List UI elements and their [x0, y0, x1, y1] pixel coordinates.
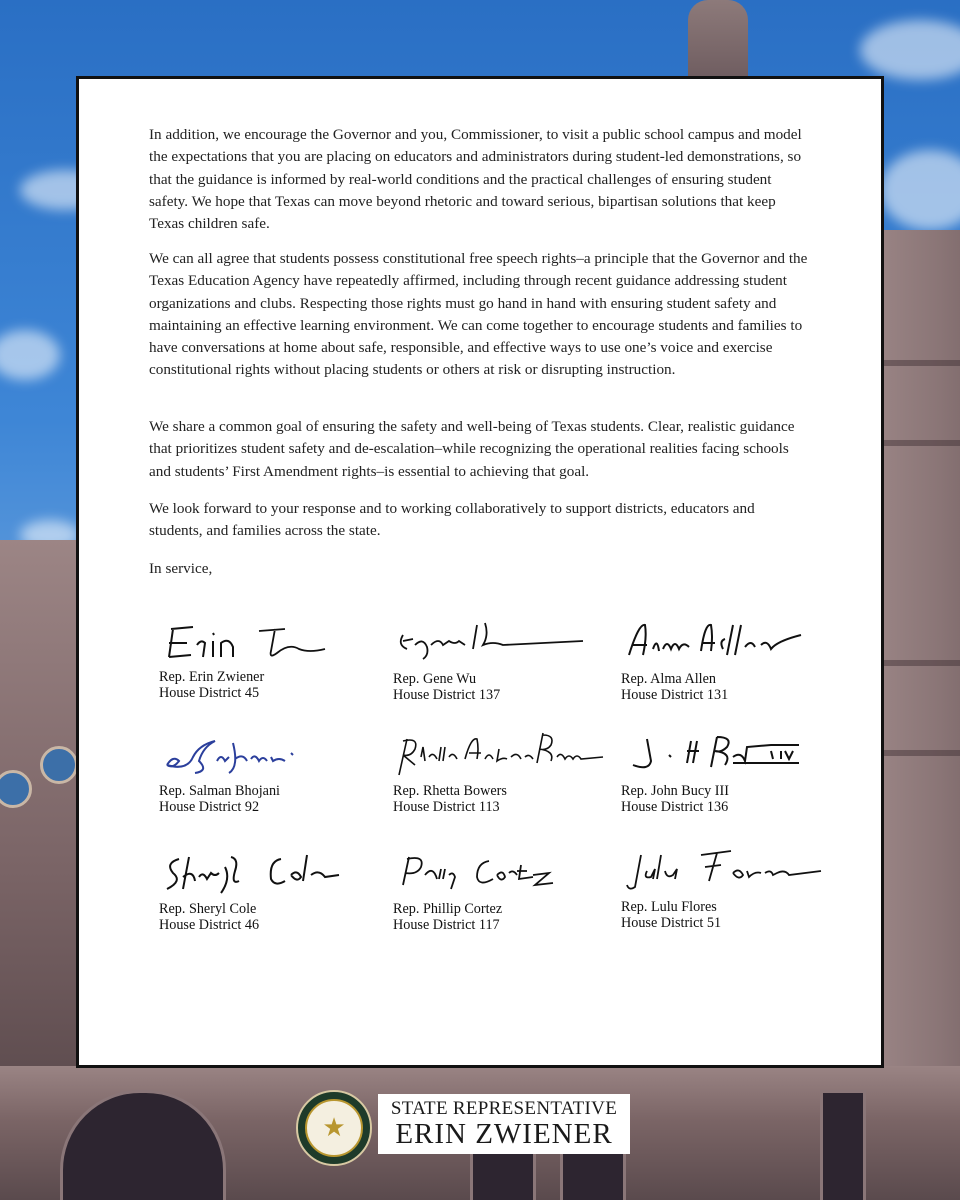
letter-closing: In service, [149, 560, 213, 577]
signatory-district: House District 131 [621, 687, 729, 703]
letter-paragraph: We look forward to your response and to working collaboratively to support districts, educators and students, and families across the state. [149, 500, 755, 540]
signature-block [393, 845, 613, 933]
nameplate-name: ERIN ZWIENER [395, 1118, 613, 1150]
signatory-district: House District 92 [159, 799, 260, 815]
medallion [40, 746, 78, 784]
signatory-district: House District 136 [621, 799, 729, 815]
signatory-name: Rep. Rhetta Bowers [393, 783, 507, 799]
signatory-name: Rep. Erin Zwiener [159, 669, 265, 685]
letter-paragraph: We can all agree that students possess constitutional free speech rights–a principle that the Governor and the Texas Education Agency have repeatedly affirmed, including through recent guidance addressing student organizations and clubs. Respecting those rights must go hand in hand with ensuring student safety and maintaining an effective learning environment. We can come together to encourage students and families to have conversations at home about safe, responsible, and effective ways to use one’s voice and exercise constitutional rights without placing students or others at risk or disrupting instruction. [149, 250, 808, 379]
signature-block [159, 727, 379, 815]
signatory-name: Rep. Gene Wu [393, 671, 477, 687]
signatory-district: House District 113 [393, 799, 500, 815]
signature-block [621, 843, 841, 931]
signature-image [393, 727, 613, 783]
cloud [880, 150, 960, 230]
signature-image [393, 615, 613, 671]
star-icon: ★ [305, 1099, 363, 1157]
signatory-district: House District 51 [621, 915, 722, 931]
signature-image [621, 843, 841, 899]
signatory-district: House District 45 [159, 685, 260, 701]
cloud [860, 20, 960, 80]
letter-paragraph: We share a common goal of ensuring the safety and well-being of Texas students. Clear, realistic guidance that prioritizes student safety and de-escalation–while recognizing the operational realities facing schools and students’ First Amendment rights–is essential to achieving that goal. [149, 418, 795, 480]
signature-block [159, 613, 379, 701]
signature-image [393, 845, 613, 901]
signatory-name: Rep. Phillip Cortez [393, 901, 503, 917]
cloud [0, 330, 60, 380]
texas-house-seal [296, 1090, 372, 1166]
signatory-district: House District 46 [159, 917, 260, 933]
signature-block [393, 615, 613, 703]
capitol-tower [688, 0, 748, 78]
signature-image [159, 845, 379, 901]
signature-image [159, 613, 379, 669]
signatory-name: Rep. Sheryl Cole [159, 901, 257, 917]
signature-image [621, 615, 841, 671]
signature-block [159, 845, 379, 933]
nameplate-title: STATE REPRESENTATIVE [390, 1098, 618, 1119]
letter-page [76, 76, 884, 1068]
signature-block [393, 727, 613, 815]
window [820, 1090, 866, 1200]
signatory-name: Rep. John Bucy III [621, 783, 729, 799]
signatory-name: Rep. Lulu Flores [621, 899, 717, 915]
signature-block [621, 727, 841, 815]
signature-image [159, 727, 379, 783]
letter-paragraph: In addition, we encourage the Governor and you, Commissioner, to visit a public school campus and model the expectations that you are placing on educators and administrators during student-led demonstrations, so that the guidance is informed by real-world conditions and the practical challenges of ensuring student safety. We hope that Texas can move beyond rhetoric and toward serious, bipartisan solutions that keep Texas children safe. [149, 126, 802, 233]
signatory-name: Rep. Alma Allen [621, 671, 716, 687]
signatory-name: Rep. Salman Bhojani [159, 783, 280, 799]
nameplate [378, 1094, 630, 1154]
signature-block [621, 615, 841, 703]
signatory-district: House District 137 [393, 687, 501, 703]
footer-badge [296, 1090, 632, 1164]
signatory-district: House District 117 [393, 917, 500, 933]
signature-image [621, 727, 841, 783]
